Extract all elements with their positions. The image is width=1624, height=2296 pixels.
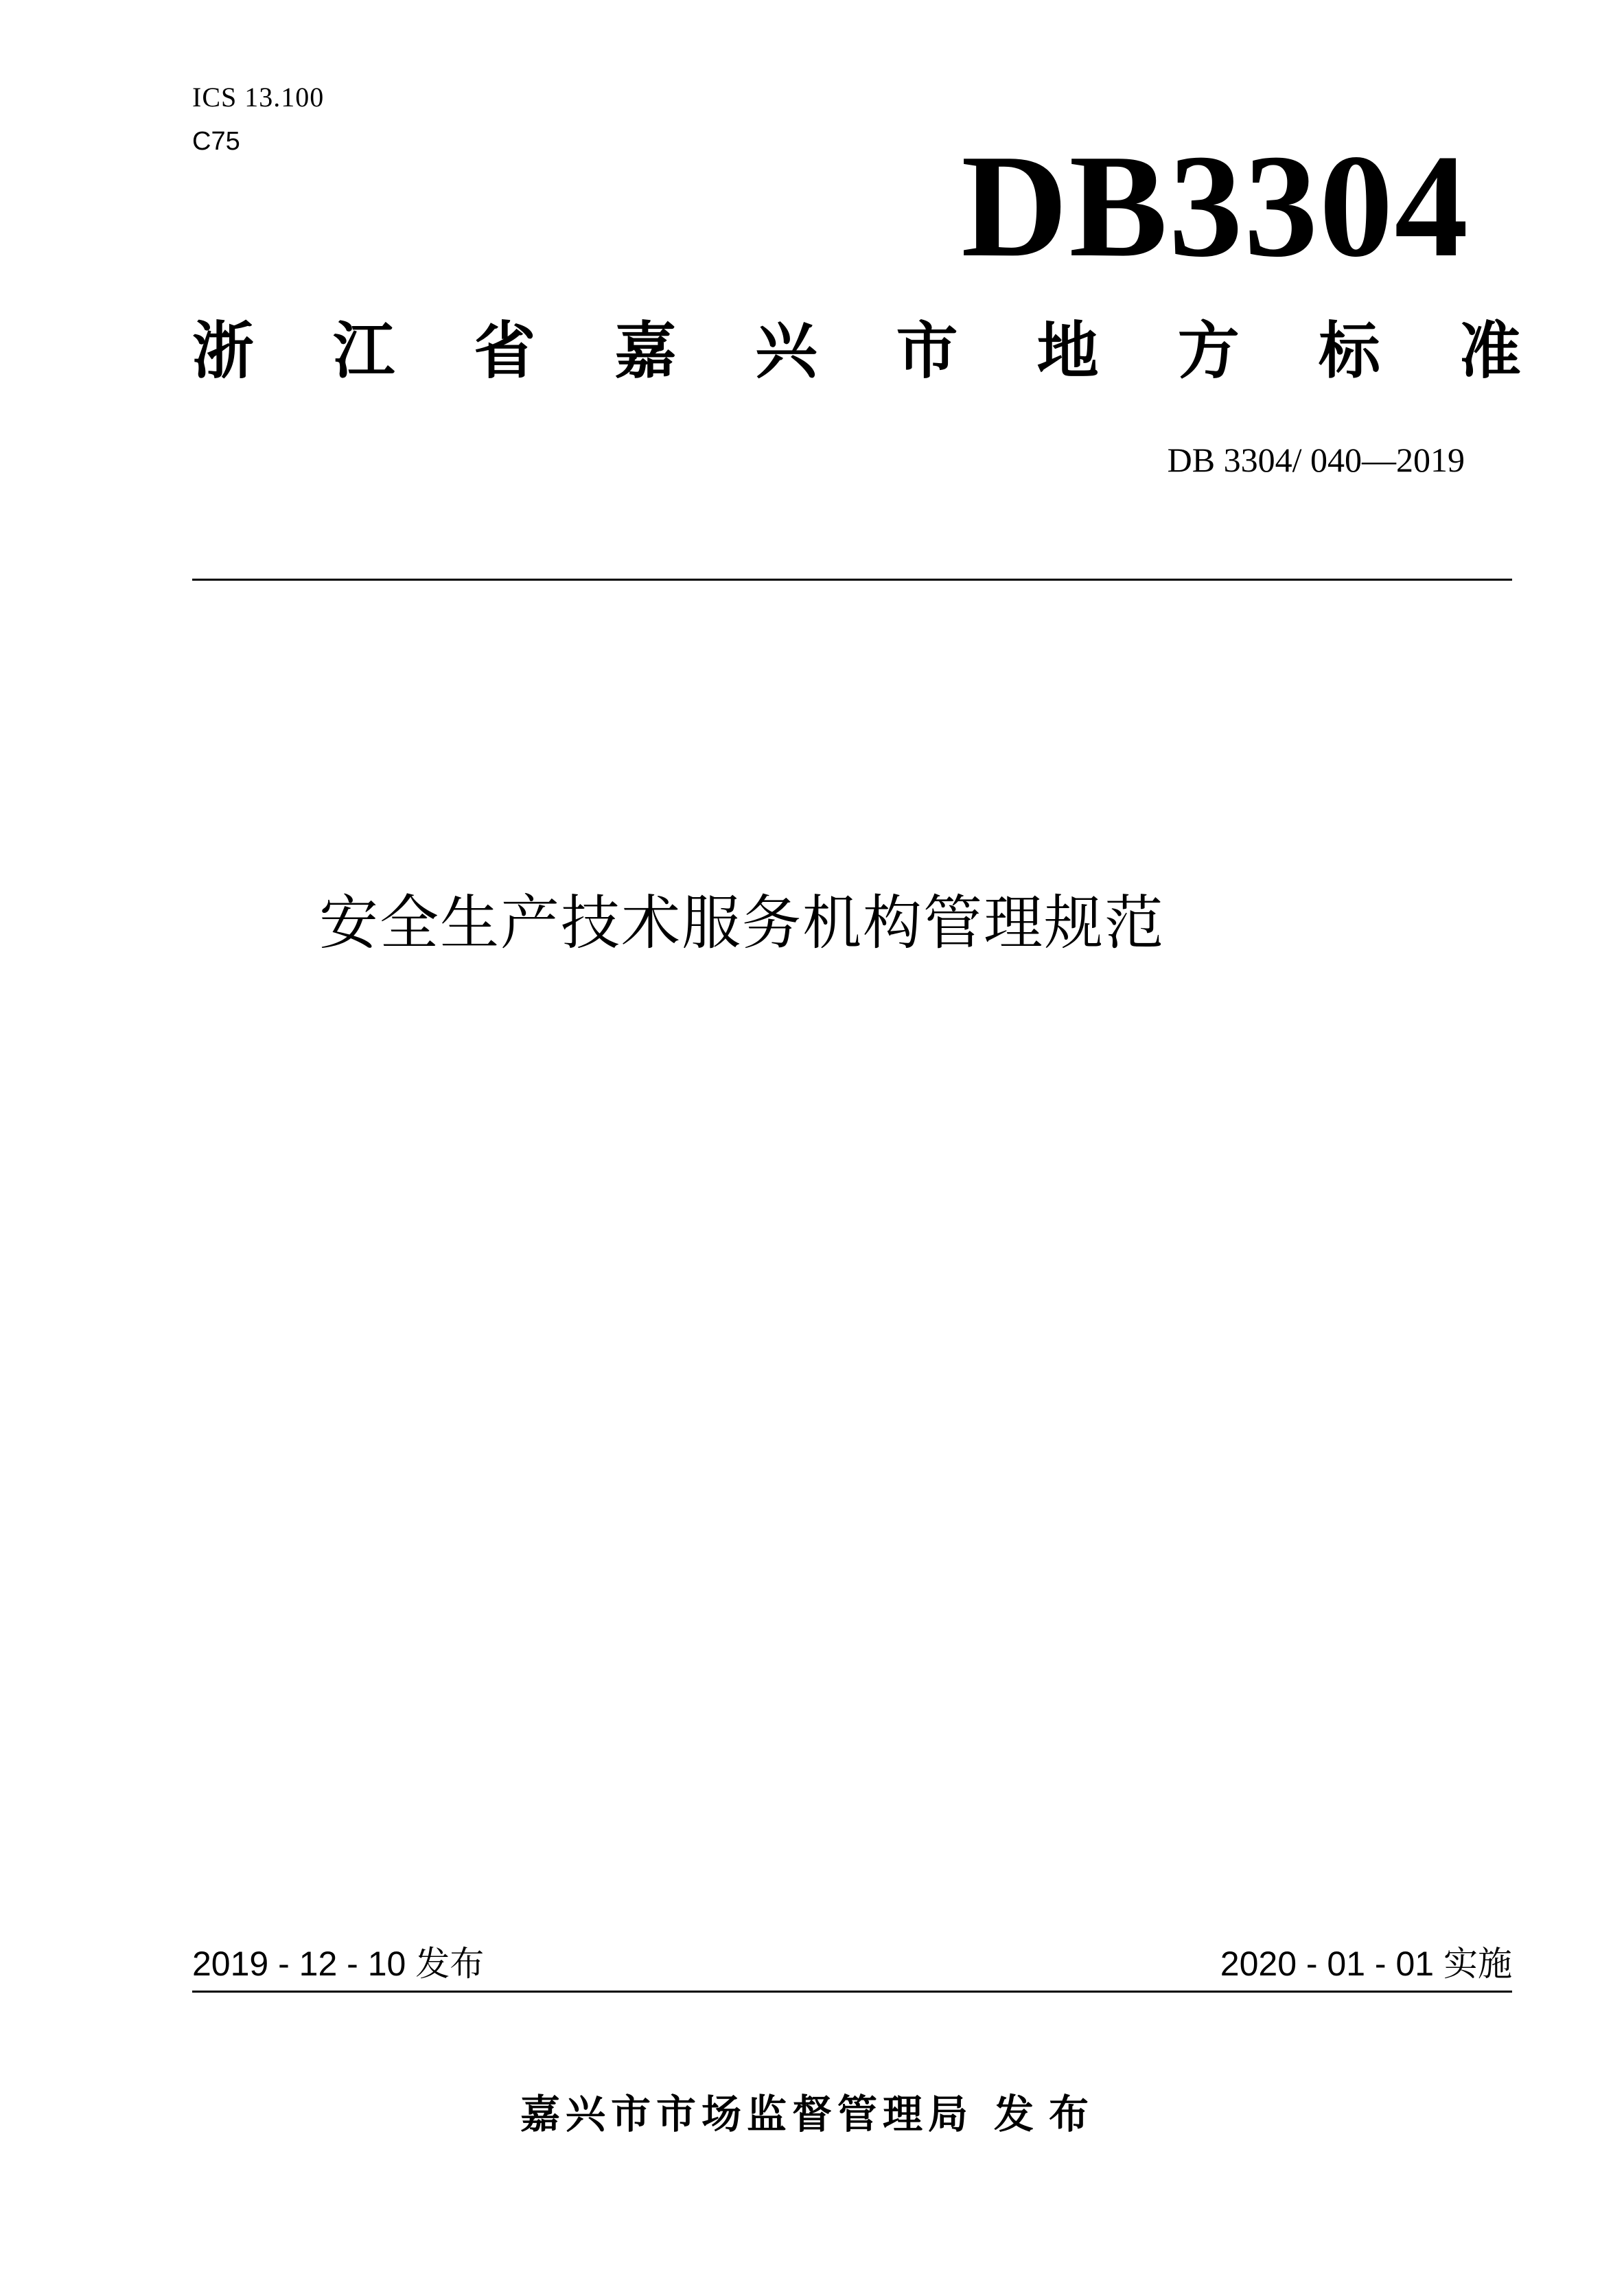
publisher-action: 发布 <box>994 2091 1104 2137</box>
standard-number: DB 3304/ 040—2019 <box>1167 441 1465 479</box>
standard-type-char: 省 <box>474 315 536 387</box>
top-divider <box>192 579 1512 581</box>
standard-type-char: 嘉 <box>614 315 677 387</box>
issue-date: 2019 - 12 - 10 发布 <box>192 1945 485 1983</box>
standard-type-char: 地 <box>1036 315 1099 387</box>
standard-type-char: 准 <box>1459 315 1521 387</box>
standard-type-char: 江 <box>333 315 395 387</box>
publisher-line <box>0 2087 1624 2142</box>
implementation-date: 2020 - 01 - 01 实施 <box>1220 1945 1512 1983</box>
standard-type-char: 浙 <box>192 315 254 387</box>
standard-type-char: 标 <box>1318 315 1380 387</box>
document-title: 安全生产技术服务机构管理规范 <box>319 889 1165 958</box>
standard-type-char: 兴 <box>755 315 817 387</box>
standard-type-heading <box>192 310 1521 393</box>
bottom-divider <box>192 1991 1512 1993</box>
ccs-code: C75 <box>192 127 240 156</box>
ics-code: ICS 13.100 <box>192 82 325 113</box>
standard-type-char: 市 <box>896 315 958 387</box>
db-logo: DB3304 <box>961 124 1470 288</box>
standard-type-char: 方 <box>1177 315 1240 387</box>
publisher-organization: 嘉兴市市场监督管理局 <box>520 2091 973 2137</box>
